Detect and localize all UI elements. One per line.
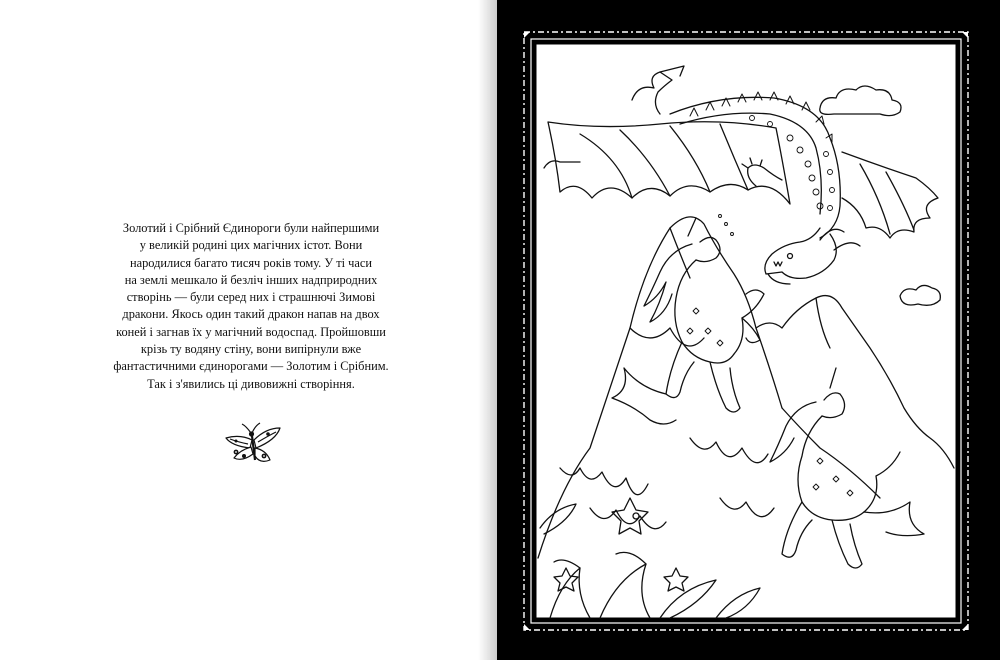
story-line: фантастичними єдинорогами — Золотим і Срібним. (113, 359, 389, 374)
left-page (0, 0, 496, 660)
ornamental-border-icon (520, 28, 972, 634)
story-line: крізь ту водяну стіну, вони випірнули вже (140, 342, 362, 357)
story-line: у великій родині цих магічних істот. Вони (139, 238, 363, 253)
butterfly-icon (222, 422, 284, 470)
story-text (88, 220, 414, 393)
story-line: народилися багато тисяч років тому. У ті часи (129, 255, 373, 270)
story-line: на землі мешкало й безліч інших надприродних (124, 272, 378, 287)
story-line: Так і з'явились ці дивовижні створіння. (147, 376, 355, 391)
story-line: Золотий і Срібний Єдинороги були найпершими (122, 221, 380, 235)
story-line: створінь — були серед них і страшнючі Зимові (126, 290, 376, 305)
story-line: коней і загнав їх у магічний водоспад. Пройшовши (116, 324, 386, 339)
story-line: дракони. Якось один такий дракон напав на двох (122, 307, 380, 322)
dragon-unicorns-coloring-illustration (520, 28, 972, 634)
